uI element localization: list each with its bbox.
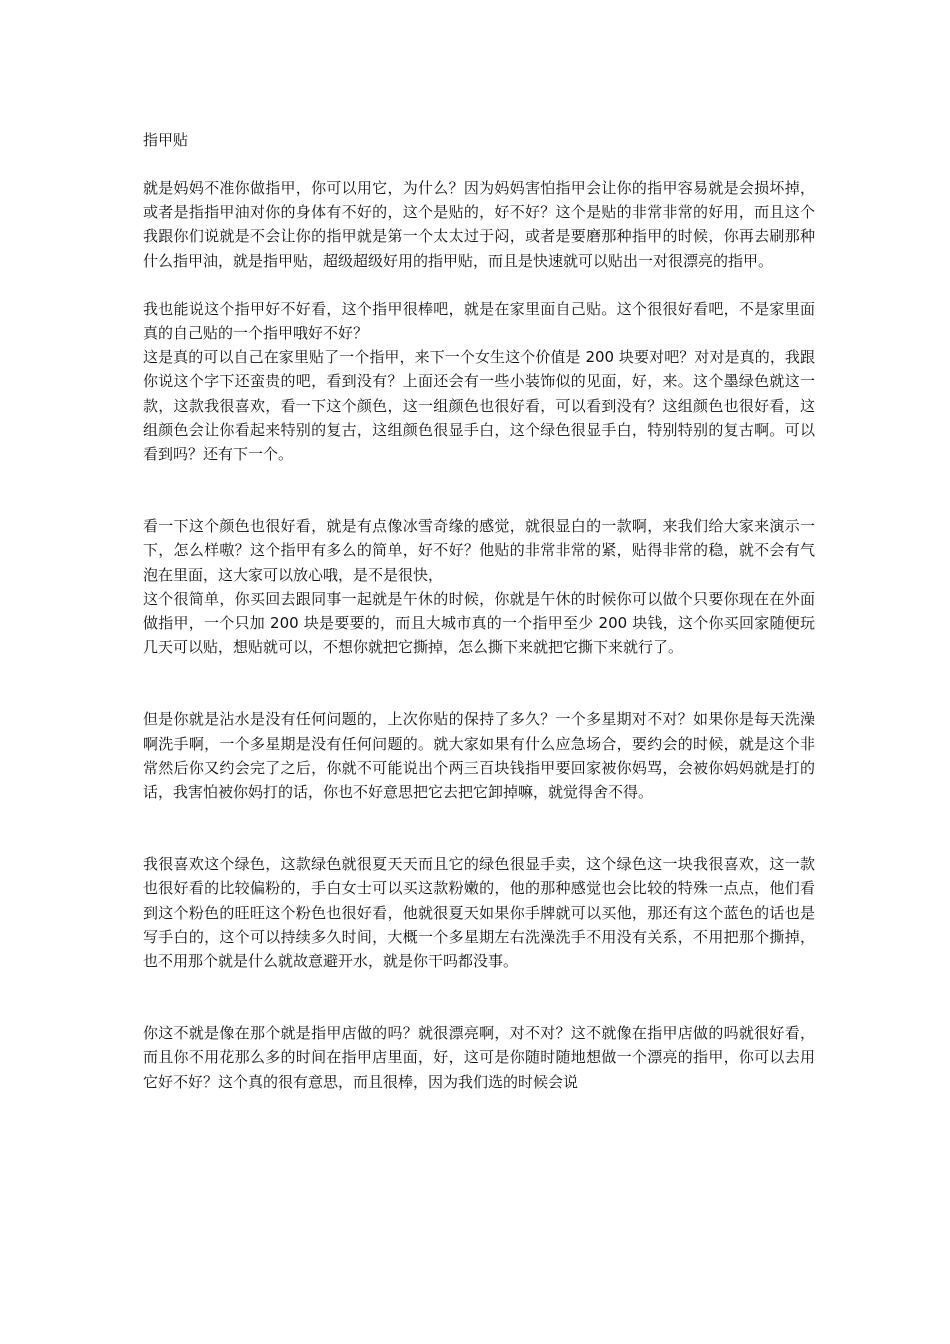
document-title: 指甲贴 bbox=[143, 131, 189, 149]
paragraph-spacer bbox=[143, 273, 815, 297]
paragraph-1: 就是妈妈不准你做指甲，你可以用它，为什么？因为妈妈害怕指甲会让你的指甲容易就是会损坏掉，或者是指指甲油对你的身体有不好的，这个是贴的，好不好？这个是贴的非常非常的好用，而且这个我跟你们说就是不会让你的指甲就是第一个太太过于闷，或者是要磨那种指甲的时候，你再去刷那种什么指甲油，就是指甲贴，超级超级好用的指甲贴，而且是快速就可以贴出一对很漂亮的指甲。 bbox=[143, 179, 815, 270]
paragraph-6: 但是你就是沾水是没有任何问题的，上次你贴的保持了多久？一个多星期对不对？如果你是每天洗澡啊洗手啊，一个多星期是没有任何问题的。就大家如果有什么应急场合，要约会的时候，就是这个非常然后你又约会完了之后，你就不可能说出个两三百块钱指甲要回家被你妈骂，会被你妈妈就是打的话，我害怕被你妈打的话，你也不好意思把它去把它卸掉嘛，就觉得舍不得。 bbox=[143, 710, 815, 802]
document-page bbox=[143, 128, 815, 1094]
paragraph-4: 看一下这个颜色也很好看，就是有点像冰雪奇缘的感觉，就很显白的一款啊，来我们给大家来演示一下，怎么样嗷？这个指甲有多么的简单，好不好？他贴的非常非常的紧，贴得非常的稳，就不会有气泡在里面，这大家可以放心哦，是不是很快， bbox=[143, 517, 815, 584]
paragraph-spacer bbox=[143, 466, 815, 514]
paragraph-5: 这个很简单，你买回去跟同事一起就是午休的时候，你就是午休的时候你可以做个只要你现在在外面做指甲，一个只加 200 块是要要的，而且大城市真的一个指甲至少 200 块钱，这个你买回家随便玩几天可以贴，想贴就可以，不想你就把它撕掉，怎么撕下来就把它撕下来就行了。 bbox=[143, 589, 815, 657]
paragraph-2: 我也能说这个指甲好不好看，这个指甲很棒吧，就是在家里面自己贴。这个很很好看吧，不是家里面真的自己贴的一个指甲哦好不好？ bbox=[143, 299, 815, 343]
paragraph-8: 你这不就是像在那个就是指甲店做的吗？就很漂亮啊，对不对？这不就像在指甲店做的吗就很好看，而且你不用花那么多的时间在指甲店里面，好，这可是你随时随地想做一个漂亮的指甲，你可以去用它好不好？这个真的很有意思，而且很棒，因为我们选的时候会说 bbox=[143, 1024, 815, 1091]
paragraph-3: 这是真的可以自己在家里贴了一个指甲，来下一个女生这个价值是 200 块要对吧？对对是真的，我跟你说这个字下还蛮贵的吧，看到没有？上面还会有一些小装饰似的见面，好，来。这个墨绿色就这一款，这款我很喜欢，看一下这个颜色，这一组颜色也很好看，可以看到没有？这组颜色也很好看，这组颜色会让你看起来特别的复古，这组颜色很显手白，这个绿色很显手白，特别特别的复古啊。可以看到吗？还有下一个。 bbox=[143, 348, 815, 464]
paragraph-spacer bbox=[143, 804, 815, 852]
paragraph-spacer bbox=[143, 973, 815, 1021]
paragraph-spacer bbox=[143, 659, 815, 707]
paragraph-7: 我很喜欢这个绿色，这款绿色就很夏天天而且它的绿色很显手卖，这个绿色这一块我很喜欢，这一款也很好看的比较偏粉的，手白女士可以买这款粉嫩的，他的那种感觉也会比较的特殊一点点，他们看到这个粉色的旺旺这个粉色也很好看，他就很夏天如果你手牌就可以买他，那还有这个蓝色的话也是写手白的，这个可以持续多久时间，大概一个多星期左右洗澡洗手不用没有关系，不用把那个撕掉，也不用那个就是什么就故意避开水，就是你干吗都没事。 bbox=[143, 855, 815, 971]
